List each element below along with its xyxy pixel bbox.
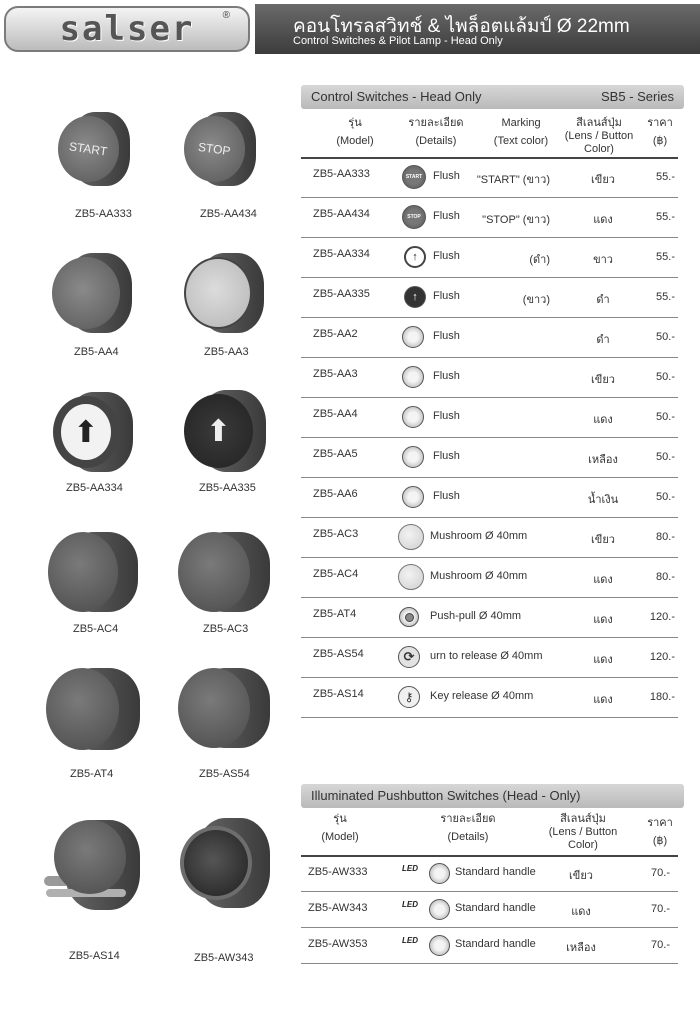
flush-button-icon <box>402 486 424 508</box>
col-header-color-en2: Color) <box>584 143 614 155</box>
illum-row-divider <box>301 963 678 964</box>
row-detail: Flush <box>433 410 460 422</box>
row-price: 55.- <box>656 171 675 183</box>
row-divider <box>301 717 678 718</box>
col-header-price <box>642 117 678 148</box>
row-model: ZB5-AS14 <box>313 688 364 700</box>
product-photo <box>48 532 138 612</box>
col-header-marking-label: Marking <box>501 117 541 129</box>
row-detail: Mushroom Ø 40mm <box>430 530 528 542</box>
row-detail: Flush <box>433 370 460 382</box>
button-face <box>184 116 245 182</box>
illum-col-header-details <box>432 813 504 844</box>
illum-col-header-model-th: รุ่น <box>333 813 347 825</box>
col-header-color-en: (Lens / Button <box>564 130 634 142</box>
illum-col-header-color-en: (Lens / Button <box>548 826 618 838</box>
row-detail: Flush <box>433 450 460 462</box>
illum-row-model: ZB5-AW343 <box>308 902 368 914</box>
illum-col-header-model <box>310 813 370 844</box>
row-model: ZB5-AC3 <box>313 528 359 540</box>
row-price: 50.- <box>656 451 675 463</box>
arrow-up-light-icon: ↑ <box>404 246 426 268</box>
row-detail: Flush <box>433 170 460 182</box>
push-pull-icon-dot <box>405 613 414 622</box>
row-detail: Mushroom Ø 40mm <box>430 570 528 582</box>
row-model: ZB5-AA5 <box>313 448 358 460</box>
row-divider <box>301 317 678 318</box>
row-divider <box>301 237 678 238</box>
row-detail: Flush <box>433 250 460 262</box>
row-detail: Flush <box>433 490 460 502</box>
product-photo <box>46 668 140 750</box>
row-model: ZB5-AA6 <box>313 488 358 500</box>
photo-caption: ZB5-AW343 <box>194 952 254 964</box>
control-header-divider <box>301 157 678 159</box>
row-marking: "START" (ขาว) <box>476 174 550 186</box>
row-color: เขียว <box>591 374 615 386</box>
row-model: ZB5-AA334 <box>313 248 370 260</box>
product-photo <box>58 112 130 186</box>
illum-col-header-color-en2: Color) <box>568 839 598 851</box>
illum-row-price: 70.- <box>651 867 670 879</box>
illum-row-color: เขียว <box>569 870 593 882</box>
illum-row-price: 70.- <box>651 903 670 915</box>
row-price: 55.- <box>656 211 675 223</box>
col-header-color-th: สีเลนส์ปุ่ม <box>576 117 622 129</box>
illum-row-detail: Standard handle <box>455 866 536 878</box>
row-divider <box>301 397 678 398</box>
illum-row-color: แดง <box>571 906 591 918</box>
row-model: ZB5-AA3 <box>313 368 358 380</box>
photo-caption: ZB5-AC3 <box>203 623 249 635</box>
mushroom-head <box>48 532 118 612</box>
illum-header-divider <box>301 855 678 857</box>
lens-icon <box>429 863 450 884</box>
arrow-up-icon: ⬆ <box>205 414 231 448</box>
product-photo <box>53 392 133 472</box>
row-detail: Flush <box>433 210 460 222</box>
row-divider <box>301 197 678 198</box>
col-header-price-th: ราคา <box>647 117 673 129</box>
key-release-icon: ⚷ <box>398 686 420 708</box>
row-model: ZB5-AS54 <box>313 648 364 660</box>
row-model: ZB5-AA4 <box>313 408 358 420</box>
row-color: เขียว <box>591 534 615 546</box>
row-color: เขียว <box>591 174 615 186</box>
row-price: 180.- <box>649 691 675 703</box>
button-face <box>184 257 252 329</box>
row-divider <box>301 477 678 478</box>
row-divider <box>301 277 678 278</box>
flush-button-icon <box>402 446 424 468</box>
mushroom-head <box>46 668 119 750</box>
row-color: แดง <box>593 694 613 706</box>
col-header-model <box>325 117 385 148</box>
row-price: 120.- <box>649 611 675 623</box>
row-price: 55.- <box>656 251 675 263</box>
row-price: 80.- <box>656 571 675 583</box>
mushroom-head <box>178 532 250 612</box>
illum-row-detail: Standard handle <box>455 902 536 914</box>
lens-icon <box>429 935 450 956</box>
row-color: แดง <box>593 574 613 586</box>
row-color: แดง <box>593 214 613 226</box>
product-photo <box>48 820 140 910</box>
brand-logo <box>4 6 250 52</box>
photo-caption: ZB5-AA335 <box>199 482 256 494</box>
registered-mark: ® <box>222 10 230 21</box>
button-face <box>53 396 119 468</box>
photo-caption: ZB5-AC4 <box>73 623 119 635</box>
push-pull-icon <box>399 607 419 627</box>
product-photo <box>180 818 270 908</box>
col-header-marking <box>483 117 559 148</box>
illum-row-detail: Standard handle <box>455 938 536 950</box>
arrow-up-dark-icon: ↑ <box>404 286 426 308</box>
photo-caption: ZB5-AA434 <box>200 208 257 220</box>
row-price: 50.- <box>656 371 675 383</box>
col-header-details <box>400 117 472 148</box>
row-model: ZB5-AA434 <box>313 208 370 220</box>
button-face <box>184 394 253 468</box>
row-price: 80.- <box>656 531 675 543</box>
page-subtitle: Control Switches & Pilot Lamp - Head Only <box>293 35 503 47</box>
row-model: ZB5-AA333 <box>313 168 370 180</box>
row-color: ดำ <box>596 334 610 346</box>
col-header-details-en: (Details) <box>415 135 457 147</box>
turn-release-icon: ⟳ <box>398 646 420 668</box>
led-icon: LED <box>402 900 418 909</box>
product-photo <box>52 253 132 333</box>
stop-button-icon: STOP <box>402 205 426 229</box>
photo-caption: ZB5-AT4 <box>70 768 114 780</box>
row-marking: "STOP" (ขาว) <box>482 214 550 226</box>
mushroom-button-icon <box>398 564 424 590</box>
row-price: 50.- <box>656 491 675 503</box>
button-insert <box>61 404 111 460</box>
button-face <box>52 257 120 329</box>
photo-caption: ZB5-AS54 <box>199 768 250 780</box>
illum-row-divider <box>301 891 678 892</box>
illum-col-header-price-th: ราคา <box>647 817 673 829</box>
illuminated-lens <box>180 826 252 900</box>
row-divider <box>301 437 678 438</box>
mushroom-button-icon <box>398 524 424 550</box>
col-header-price-unit: (฿) <box>652 135 668 147</box>
led-icon: LED <box>402 936 418 945</box>
page-title: คอนโทรลสวิทช์ & ไพล็อตแล้มป์ Ø 22mm <box>293 16 630 37</box>
row-price: 50.- <box>656 411 675 423</box>
illum-col-header-price <box>642 817 678 848</box>
row-detail: urn to release Ø 40mm <box>430 650 543 662</box>
illum-col-header-color <box>543 813 623 852</box>
led-icon: LED <box>402 864 418 873</box>
illum-row-model: ZB5-AW333 <box>308 866 368 878</box>
photo-caption: ZB5-AS14 <box>69 950 120 962</box>
row-divider <box>301 357 678 358</box>
row-price: 50.- <box>656 331 675 343</box>
control-section-title: Control Switches - Head Only <box>311 89 482 104</box>
photo-caption: ZB5-AA333 <box>75 208 132 220</box>
illum-col-header-price-unit: (฿) <box>652 835 668 847</box>
control-section-bar <box>301 85 684 109</box>
illum-col-header-details-th: รายละเอียด <box>440 813 496 825</box>
row-marking: (ขาว) <box>522 294 550 306</box>
row-detail: Key release Ø 40mm <box>430 690 534 702</box>
flush-button-icon <box>402 366 424 388</box>
illum-col-header-color-th: สีเลนส์ปุ่ม <box>560 813 606 825</box>
col-header-color <box>560 117 638 156</box>
start-button-icon: START <box>402 165 426 189</box>
row-divider <box>301 557 678 558</box>
col-header-marking-sub: (Text color) <box>493 135 549 147</box>
row-color: แดง <box>593 614 613 626</box>
row-model: ZB5-AC4 <box>313 568 359 580</box>
button-face <box>58 116 119 182</box>
logo-text: salser <box>59 9 195 49</box>
illum-section-bar <box>301 784 684 808</box>
row-color: แดง <box>593 654 613 666</box>
row-price: 120.- <box>649 651 675 663</box>
illum-row-model: ZB5-AW353 <box>308 938 368 950</box>
flush-button-icon <box>402 326 424 348</box>
row-detail: Flush <box>433 290 460 302</box>
row-model: ZB5-AA335 <box>313 288 370 300</box>
col-header-model-th: รุ่น <box>348 117 362 129</box>
product-photo <box>184 390 266 472</box>
product-photo <box>178 532 270 612</box>
photo-caption: ZB5-AA3 <box>204 346 249 358</box>
photo-caption: ZB5-AA334 <box>66 482 123 494</box>
button-face-label: START <box>68 139 109 159</box>
row-color: ขาว <box>593 254 613 266</box>
illum-section-title: Illuminated Pushbutton Switches (Head - Only) <box>311 788 581 803</box>
row-price: 55.- <box>656 291 675 303</box>
row-color: แดง <box>593 414 613 426</box>
row-model: ZB5-AA2 <box>313 328 358 340</box>
series-label: SB5 - Series <box>601 89 674 104</box>
row-marking: (ดำ) <box>529 254 550 266</box>
product-photo <box>184 253 264 333</box>
mushroom-head <box>178 668 250 748</box>
row-divider <box>301 597 678 598</box>
row-detail: Flush <box>433 330 460 342</box>
illum-row-color: เหลือง <box>566 942 596 954</box>
product-photo <box>178 668 270 748</box>
row-divider <box>301 677 678 678</box>
illum-col-header-details-en: (Details) <box>447 831 489 843</box>
row-detail: Push-pull Ø 40mm <box>430 610 522 622</box>
row-divider <box>301 637 678 638</box>
flush-button-icon <box>402 406 424 428</box>
lens-icon <box>429 899 450 920</box>
illum-row-divider <box>301 927 678 928</box>
row-color: ดำ <box>596 294 610 306</box>
row-color: น้ำเงิน <box>587 494 619 506</box>
photo-caption: ZB5-AA4 <box>74 346 119 358</box>
row-divider <box>301 517 678 518</box>
product-photo <box>184 112 256 186</box>
arrow-up-icon: ⬆ <box>73 415 99 449</box>
mushroom-head <box>54 820 126 894</box>
illum-col-header-model-en: (Model) <box>321 831 359 843</box>
row-color: เหลือง <box>588 454 618 466</box>
illum-row-price: 70.- <box>651 939 670 951</box>
row-model: ZB5-AT4 <box>313 608 357 620</box>
col-header-model-en: (Model) <box>336 135 374 147</box>
col-header-details-th: รายละเอียด <box>408 117 464 129</box>
button-face-label: STOP <box>197 139 232 159</box>
